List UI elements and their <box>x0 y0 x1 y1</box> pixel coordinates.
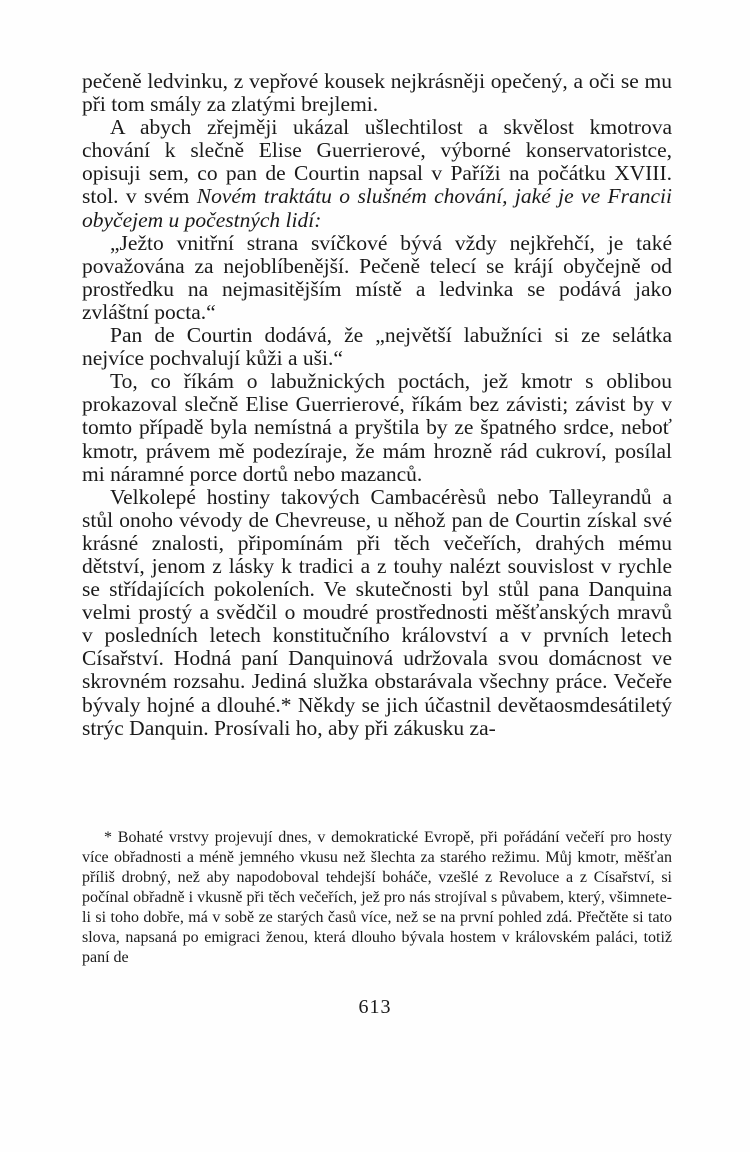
paragraph-2-text: A abych zřejměji ukázal ušlechtilost a skvělost kmotrova chování k slečně Elise Guerrierové, výborné konservatoristce, opisuji sem, co pan de Courtin napsal v Paříži na počátku XVIII. stol. v svém <box>82 115 672 209</box>
paragraph-3: „Ježto vnitřní strana svíčkové bývá vždy nejkřehčí, je také považována za nejoblíbenější. Pečeně telecí se krájí obyčejně od prostředku na nejmasitějším místě a ledvinka se podává jako zvláštní pocta.“ <box>82 230 672 324</box>
paragraph-1: pečeně ledvinku, z vepřové kousek nejkrásněji opečený, a oči se mu při tom smály za zlatými brejlemi. <box>82 69 672 117</box>
paragraph-4: Pan de Courtin dodává, že „největší labužníci si ze selátka nejvíce pochvalují kůži a uši.“ <box>82 323 672 371</box>
footnote <box>82 828 672 968</box>
main-text <box>82 70 672 740</box>
book-title-italic: Novém traktátu o slušném chování, jaké je ve Francii obyčejem u počestných lidí: <box>82 184 672 232</box>
paragraph-6: Velkolepé hostiny takových Cambacérèsů nebo Talleyrandů a stůl onoho vévody de Chevreuse, u něhož pan de Courtin získal své krásné znalosti, připomínám při těch večeřích, drahých mému dětství, jenom z lásky k tradici a z touhy nalézt souvislost v rychle se střídajících pokoleních. Ve skutečnosti byl stůl pana Danquina velmi prostý a svědčil o moudré prostřednosti měšťanských mravů v posledních letech konstitučního království a v prvních letech Císařství. Hodná paní Danquinová udržovala svou domácnost ve skrovném rozsahu. Jediná služka obstarávala všechny práce. Večeře bývaly hojné a dlouhé.* Někdy se jich účastnil devětaosmdesátiletý strýc Danquin. Prosívali ho, aby při zákusku za- <box>82 484 672 740</box>
paragraph-2 <box>82 116 672 231</box>
page-number: 613 <box>358 996 392 1018</box>
paragraph-5: To, co říkám o labužnických poctách, jež kmotr s oblibou prokazoval slečně Elise Guerrierové, říkám bez závisti; závist by v tomto případě byla nemístná a pryštila by ze špatného srdce, neboť kmotr, právem mě podezíraje, že mám hrozně rád cukroví, posílal mi náramné porce dortů nebo mazanců. <box>82 369 672 486</box>
footnote-text: * Bohaté vrstvy projevují dnes, v demokratické Evropě, při pořádání večeří pro hosty více obřadnosti a méně jemného vkusu než šlechta za starého režimu. Můj kmotr, měšťan příliš drobný, než aby napodoboval tehdejší boháče, vzešlé z Revoluce a z Císařství, si počínal obřadně i vkusně při těch večeřích, jež pro nás strojíval s půvabem, který, všimnete-li si toho dobře, má v sobě ze starých časů více, než se na první pohled zdá. Přečtěte si tato slova, napsaná po emigraci ženou, která dlouho bývala hostem v královském paláci, totiž paní de <box>82 829 672 966</box>
